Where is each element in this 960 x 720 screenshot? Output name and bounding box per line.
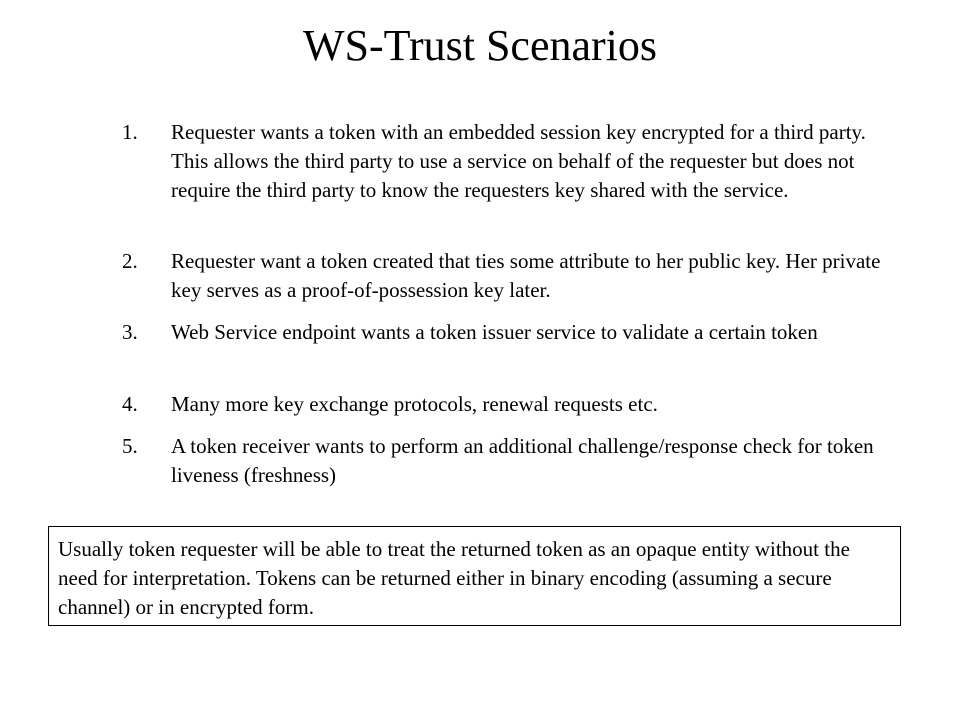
scenario-number: 2. <box>122 249 138 273</box>
scenario-number: 5. <box>122 434 138 458</box>
slide-title: WS-Trust Scenarios <box>302 21 658 70</box>
scenario-text: Web Service endpoint wants a token issuer service to validate a certain token <box>171 320 818 344</box>
scenario-text: A token receiver wants to perform an additional challenge/response check for token liveness (freshness) <box>171 434 874 487</box>
scenario-item-5 <box>122 432 882 492</box>
note-text: Usually token requester will be able to treat the returned token as an opaque entity without the need for interpretation. Tokens can be returned either in binary encoding (assuming a secure channel) or in encrypted form. <box>58 537 850 619</box>
scenario-number: 1. <box>122 120 138 144</box>
scenario-text: Many more key exchange protocols, renewal requests etc. <box>171 392 658 416</box>
scenario-item-2 <box>122 247 882 318</box>
scenario-item-1 <box>122 118 882 247</box>
scenario-list <box>122 118 882 492</box>
scenario-text: Requester wants a token with an embedded session key encrypted for a third party. This allows the third party to use a service on behalf of the requester but does not require the third party to know the requesters key shared with the service. <box>171 120 866 202</box>
note-box <box>48 526 901 626</box>
scenario-item-4 <box>122 390 882 432</box>
scenario-item-3 <box>122 318 882 390</box>
scenario-text: Requester want a token created that ties some attribute to her public key. Her private key serves as a proof-of-possession key later. <box>171 249 881 302</box>
scenario-number: 4. <box>122 392 138 416</box>
scenario-number: 3. <box>122 320 138 344</box>
